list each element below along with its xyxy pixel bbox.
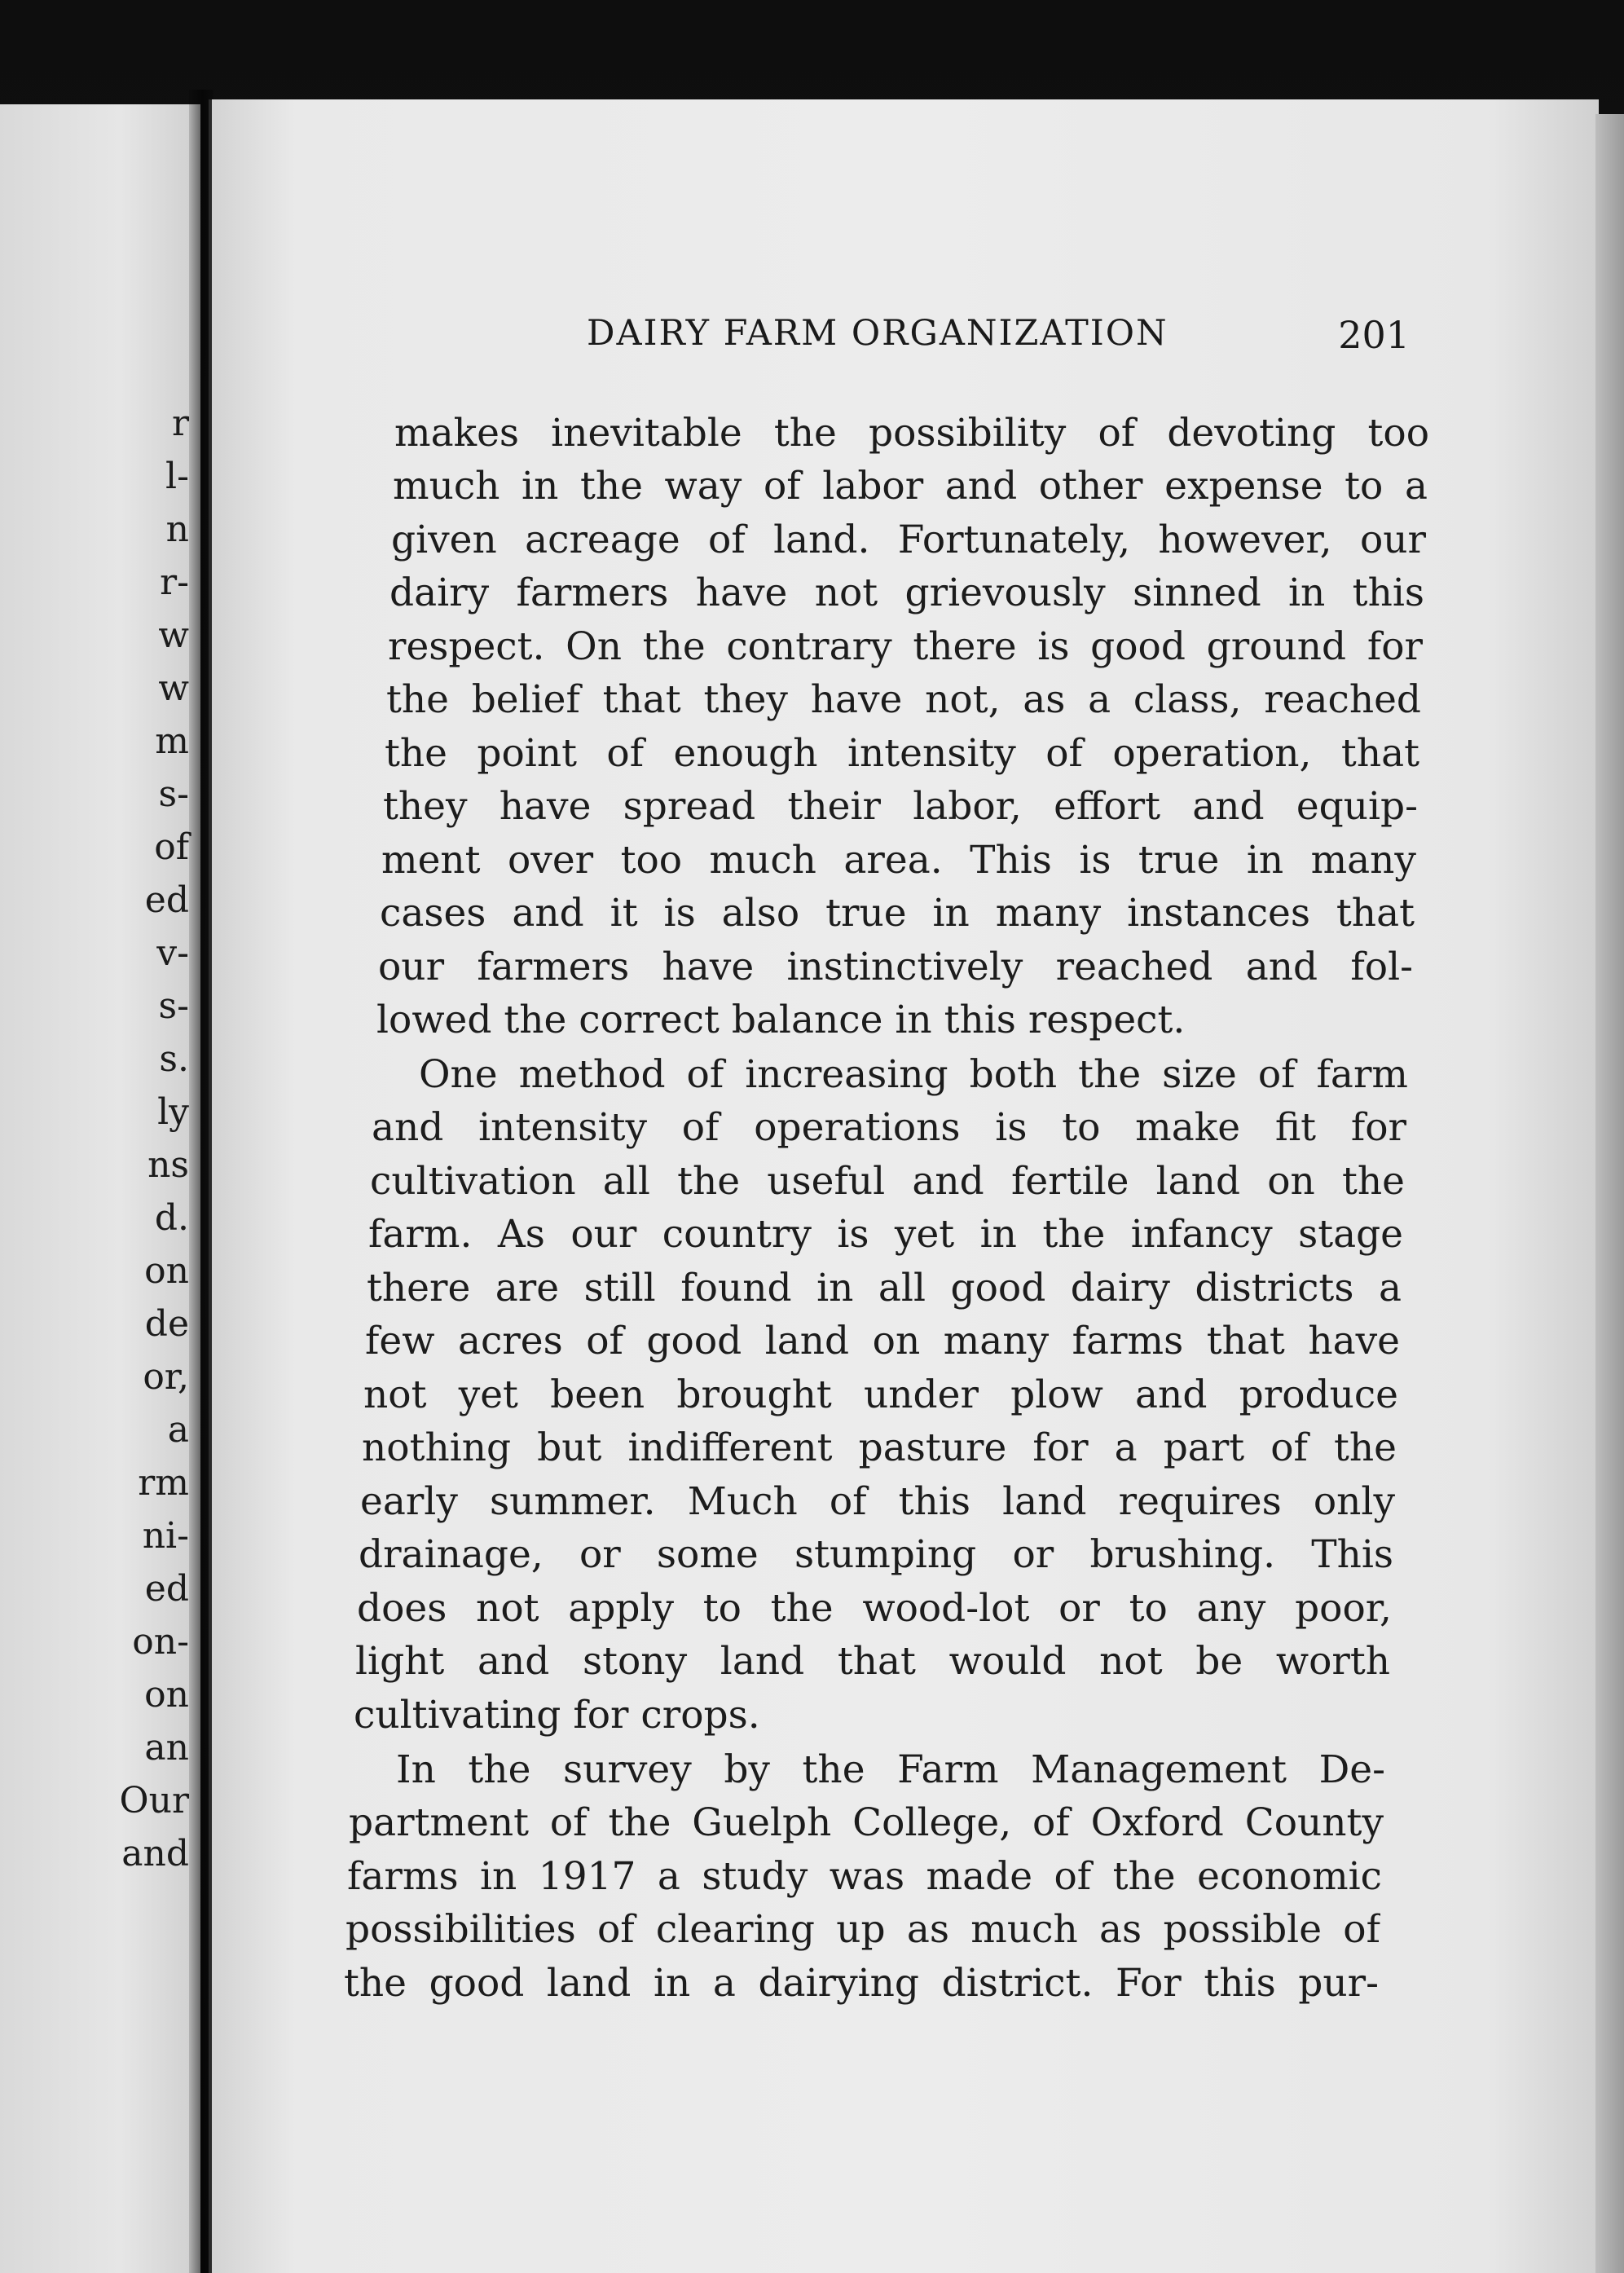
left-fragment-text: on- xyxy=(132,1621,189,1663)
left-fragment-text: r xyxy=(171,403,189,444)
text-line: not yet been brought under plow and produce xyxy=(363,1372,1398,1417)
text-line: there are still found in all good dairy districts a xyxy=(367,1266,1402,1310)
left-fragment-text: of xyxy=(154,826,189,868)
left-fragment-text: d. xyxy=(154,1197,189,1239)
text-line: the good land in a dairying district. For this pur- xyxy=(344,1961,1379,2006)
left-fragment-text: Our xyxy=(119,1780,189,1821)
text-line: nothing but indifferent pasture for a part of the xyxy=(362,1425,1397,1470)
text-line: few acres of good land on many farms that have xyxy=(365,1319,1400,1363)
text-line: drainage, or some stumping or brushing. This xyxy=(359,1532,1393,1577)
running-head xyxy=(587,313,1410,362)
left-fragment-text: ed xyxy=(144,1568,189,1610)
left-fragment-text: de xyxy=(144,1303,189,1345)
text-line: respect. On the contrary there is good ground for xyxy=(388,624,1423,669)
text-line: One method of increasing both the size of farm xyxy=(419,1052,1408,1097)
left-fragment-text: rm xyxy=(138,1462,189,1504)
left-fragment-text: v- xyxy=(156,932,189,974)
text-line: our farmers have instinctively reached and fol- xyxy=(378,945,1413,989)
left-fragment-text: w xyxy=(158,667,189,709)
text-line: the point of enough intensity of operation, that xyxy=(385,731,1419,776)
text-line: farm. As our country is yet in the infancy stage xyxy=(368,1212,1403,1257)
page-number: 201 xyxy=(1338,313,1410,357)
left-fragment-text: ly xyxy=(157,1091,189,1133)
left-fragment-text: r- xyxy=(160,562,189,603)
left-fragment-text: or, xyxy=(143,1356,189,1398)
left-fragment-text: an xyxy=(144,1727,189,1769)
left-fragment-text: a xyxy=(167,1409,189,1451)
text-line: and intensity of operations is to make fit for xyxy=(372,1105,1406,1150)
left-fragment-text: m xyxy=(155,720,189,762)
text-line: cultivating for crops. xyxy=(354,1693,760,1738)
left-fragment-text: on xyxy=(144,1674,189,1716)
left-fragment-text: ni- xyxy=(142,1515,189,1557)
text-line: cultivation all the useful and fertile land on the xyxy=(370,1159,1405,1204)
text-line: farms in 1917 a study was made of the economic xyxy=(347,1854,1382,1899)
text-line: makes inevitable the possibility of devoting too xyxy=(394,411,1429,456)
running-title: DAIRY FARM ORGANIZATION xyxy=(587,313,1168,354)
left-fragment-text: ed xyxy=(144,879,189,921)
text-line: they have spread their labor, effort and equip- xyxy=(383,784,1418,829)
text-line: the belief that they have not, as a class, reached xyxy=(386,677,1421,722)
text-line: possibilities of clearing up as much as possible of xyxy=(345,1907,1380,1952)
left-fragment-text: s- xyxy=(158,773,189,815)
left-fragment-text: l- xyxy=(165,456,189,497)
text-line: cases and it is also true in many instances that xyxy=(380,891,1415,936)
text-line: ment over too much area. This is true in many xyxy=(381,838,1416,883)
left-fragment-text: s- xyxy=(158,985,189,1027)
text-line: In the survey by the Farm Management De- xyxy=(396,1747,1385,1792)
text-line: lowed the correct balance in this respect. xyxy=(376,998,1186,1042)
page-edge xyxy=(1595,114,1624,2273)
text-line: early summer. Much of this land requires only xyxy=(360,1479,1395,1524)
left-fragment-text: ns xyxy=(147,1144,189,1186)
left-fragment-text: s. xyxy=(159,1038,189,1080)
text-line: partment of the Guelph College, of Oxford County xyxy=(349,1800,1384,1845)
left-fragment-text: n xyxy=(165,509,189,550)
left-page-fragment xyxy=(0,104,200,2273)
text-line: much in the way of labor and other expense to a xyxy=(393,464,1428,509)
left-fragment-text: and xyxy=(121,1833,189,1874)
text-line: dairy farmers have not grievously sinned in this xyxy=(389,570,1424,615)
text-line: light and stony land that would not be worth xyxy=(355,1639,1390,1684)
text-line: does not apply to the wood-lot or to any poor, xyxy=(357,1586,1392,1631)
left-fragment-text: w xyxy=(158,615,189,656)
left-fragment-text: on xyxy=(144,1250,189,1292)
text-line: given acreage of land. Fortunately, however, our xyxy=(391,518,1426,562)
